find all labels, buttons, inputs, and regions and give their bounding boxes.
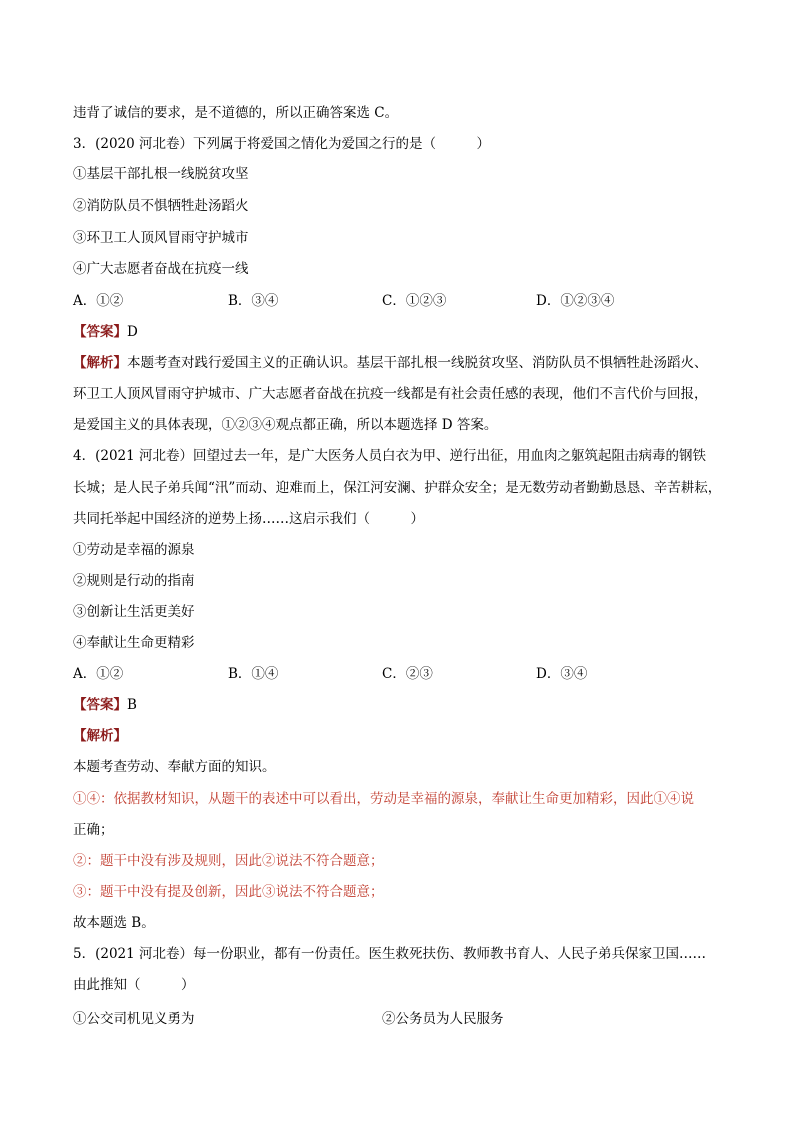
q3-item-1: ①基层干部扎根一线脱贫攻坚 [73,166,249,182]
q4-option-d: D．③④ [536,666,588,682]
q4-option-c: C．②③ [382,666,433,682]
q5-item-2: ②公务员为人民服务 [382,1011,504,1027]
q4-item-3: ③创新让生活更美好 [73,604,195,620]
q4-item-2: ②规则是行动的指南 [73,573,195,589]
analysis-tag: 【解析】 [73,355,127,371]
text-line: 违背了诚信的要求，是不道德的，所以正确答案选 C。 [73,105,399,121]
q4-analysis-point-3: ③：题干中没有提及创新，因此③说法不符合题意； [73,884,384,900]
question-5-stem-2: 由此推知（ ） [73,977,195,993]
q4-option-b: B．①④ [228,666,279,682]
q5-item-1: ①公交司机见义勇为 [73,1011,195,1027]
q4-item-4: ④奉献让生命更精彩 [73,635,195,651]
q4-option-a: A．①② [73,666,124,682]
answer-value: D [127,324,138,340]
q3-option-d: D．①②③④ [536,293,615,309]
question-4-stem-2: 长城；是人民子弟兵闻“汛”而动、迎难而上，保江河安澜、护群众安全；是无数劳动者勤勤恳恳、辛苦耕耘， [73,480,722,496]
q3-item-4: ④广大志愿者奋战在抗疫一线 [73,261,249,277]
q4-analysis-point-1-cont: 正确； [73,822,114,838]
q4-analysis-intro: 本题考查劳动、奉献方面的知识。 [73,759,276,775]
q4-analysis-point-1: ①④：依据教材知识，从题干的表述中可以看出，劳动是幸福的源泉，奉献让生命更加精彩，因此①④说 [73,791,694,807]
q3-analysis-3: 是爱国主义的具体表现，①②③④观点都正确，所以本题选择 D 答案。 [73,417,498,433]
q3-option-c: C．①②③ [382,293,447,309]
q3-option-a: A．①② [73,293,124,309]
analysis-text: 本题考查对践行爱国主义的正确认识。基层干部扎根一线脱贫攻坚、消防队员不惧牺牲赴汤蹈火、 [127,355,708,371]
q3-analysis-2: 环卫工人顶风冒雨守护城市、广大志愿者奋战在抗疫一线都是有社会责任感的表现，他们不言代价与回报， [73,386,708,402]
question-4-stem-3: 共同托举起中国经济的逆势上扬……这启示我们（ ） [73,511,424,527]
q4-item-1: ①劳动是幸福的源泉 [73,542,195,558]
q4-analysis-tag [73,727,127,745]
q3-option-b: B．③④ [228,293,279,309]
q3-item-2: ②消防队员不惧牺牲赴汤蹈火 [73,198,249,214]
answer-tag: 【答案】 [73,324,127,340]
question-4-stem-1: 4．(2021 河北卷）回望过去一年，是广大医务人员白衣为甲、逆行出征，用血肉之躯筑起阻击病毒的钢铁 [73,448,707,464]
q3-analysis-1 [73,354,708,372]
q4-analysis-point-2: ②：题干中没有涉及规则，因此②说法不符合题意； [73,853,384,869]
answer-tag: 【答案】 [73,697,127,713]
question-5-stem-1: 5．(2021 河北卷）每一份职业，都有一份责任。医生救死扶伤、教师教书育人、人民子弟兵保家卫国…… [73,946,707,962]
analysis-tag: 【解析】 [73,728,127,744]
q3-answer [73,323,138,341]
question-3-stem: 3．(2020 河北卷）下列属于将爱国之情化为爱国之行的是（ ） [73,136,491,152]
q3-item-3: ③环卫工人顶风冒雨守护城市 [73,230,249,246]
answer-value: B [127,697,137,713]
q4-answer [73,696,137,714]
q4-conclusion: 故本题选 B。 [73,915,155,931]
